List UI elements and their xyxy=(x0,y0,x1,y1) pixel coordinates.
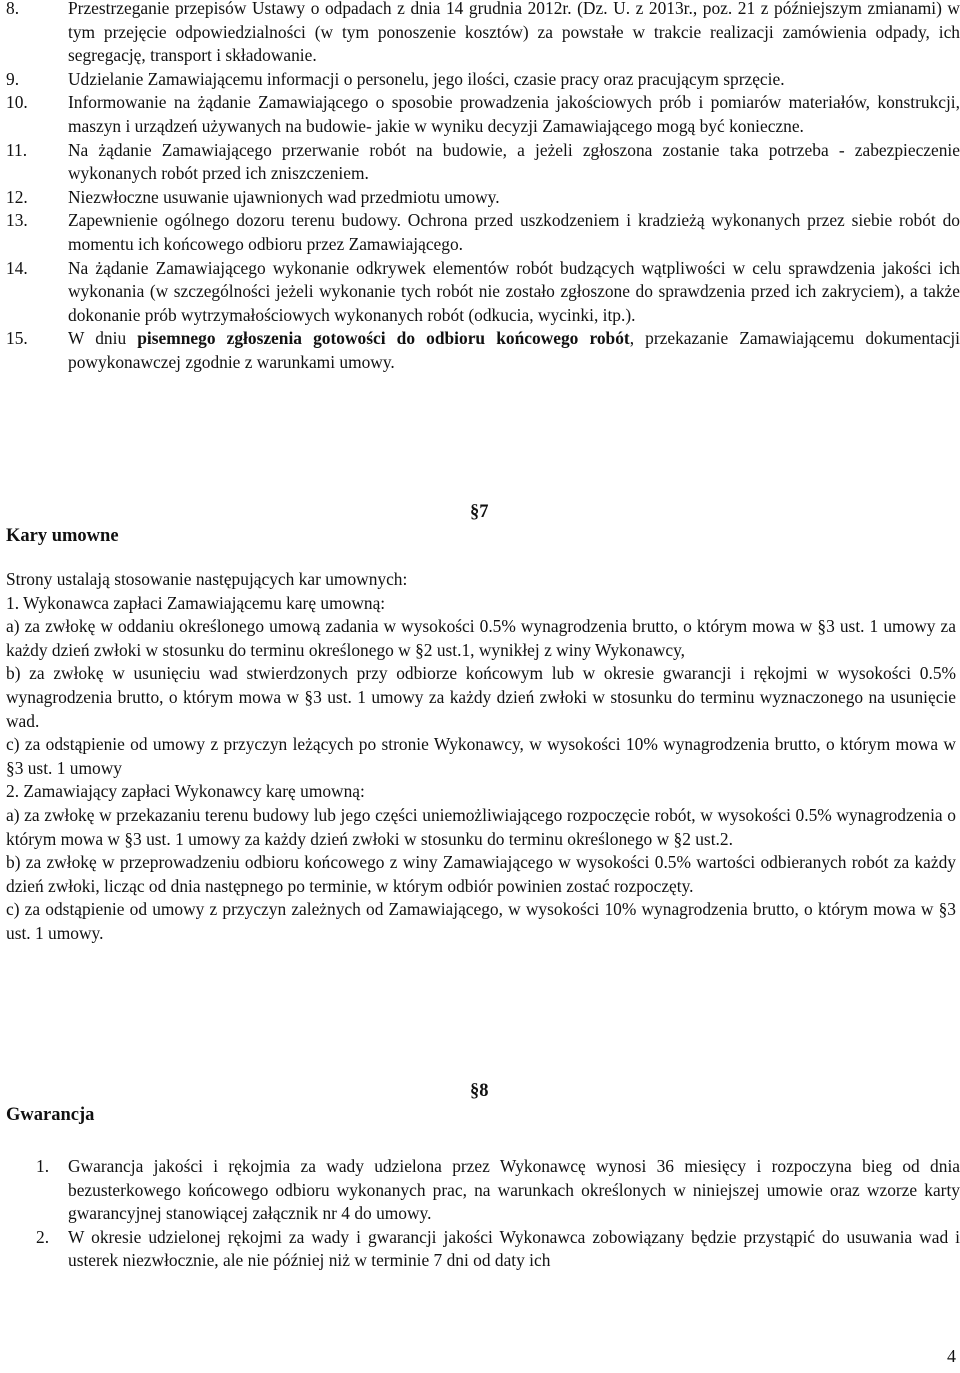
paragraph: 1. Wykonawca zapłaci Zamawiającemu karę umowną: xyxy=(6,592,386,613)
paragraph: c) za odstąpienie od umowy z przyczyn zależnych od Zamawiającego, w wysokości 10% wynagrodzenia brutto, o którym mowa w §3 ust. 1 umowy. xyxy=(6,899,956,943)
paragraph: a) za zwłokę w oddaniu określonego umową zadania w wysokości 0.5% wynagrodzenia brutto, o którym mowa w §3 ust. 1 umowy za każdy dzień zwłoki w stosunku do terminu określonego w §2 ust.1, wynikłej z winy Wykonawcy, xyxy=(6,616,956,660)
list-item-text-pre: W dniu xyxy=(68,328,138,349)
list-item-text: Informowanie na żądanie Zamawiającego o sposobie prowadzenia jakościowych prób i pomiarów materiałów, konstrukcji, maszyn i urządzeń używanych na budowie- jakie w wyniku decyzji Zamawiającego mogą być konieczne. xyxy=(68,92,960,136)
list-item-text: Udzielanie Zamawiającemu informacji o personelu, jego ilości, czasie pracy oraz pracującym sprzęcie. xyxy=(68,68,785,89)
paragraph: a) za zwłokę w przekazaniu terenu budowy lub jego części uniemożliwiającego rozpoczęcie robót, w wysokości 0.5% wynagrodzenia o którym mowa w §3 ust. 1 umowy za każdy dzień zwłoki w stosunku do terminu określonego w §2 ust.2. xyxy=(6,804,956,849)
list-item xyxy=(0,0,960,68)
obligations-list xyxy=(0,0,960,375)
section-7-body xyxy=(6,568,956,946)
paragraph: c) za odstąpienie od umowy z przyczyn leżących po stronie Wykonawcy, w wysokości 10% wynagrodzenia brutto, o którym mowa w §3 ust. 1 umowy xyxy=(6,734,956,778)
list-item-number: 10. xyxy=(6,92,28,113)
paragraph: Strony ustalają stosowanie następujących kar umownych: xyxy=(6,569,408,589)
list-item-number: 13. xyxy=(6,210,28,231)
list-item-number: 11. xyxy=(6,139,28,160)
list-item xyxy=(0,1226,960,1273)
paragraph: b) za zwłokę w przeprowadzeniu odbioru końcowego z winy Zamawiającego w wysokości 0.5% wartości odbieranych robót za każdy dzień zwłoki, licząc od dnia następnego po terminie, w którym odbiór powinien zostać rozpoczęty. xyxy=(6,852,956,896)
list-item xyxy=(0,257,960,328)
list-item xyxy=(0,186,960,210)
list-item-text: Niezwłoczne usuwanie ujawnionych wad przedmiotu umowy. xyxy=(68,186,500,207)
list-item-text: Przestrzeganie przepisów Ustawy o odpadach z dnia 14 grudnia 2012r. (Dz. U. z 2013r., poz. 21 z późniejszym zmianami) w tym przejęcie odpowiedzialności (w tym ponoszenie kosztów) za powstałe w trakcie realizacji zamówienia odpady, ich segregację, transport i składowanie. xyxy=(68,0,960,66)
list-item-text: Na żądanie Zamawiającego przerwanie robót na budowie, a jeżeli zgłoszona zostanie taka potrzeba - zabezpieczenie wykonanych robót przed ich zniszczeniem. xyxy=(68,139,960,184)
paragraph: 2. Zamawiający zapłaci Wykonawcy karę umowną: xyxy=(6,781,365,802)
list-item-number: 15. xyxy=(6,328,28,349)
list-item-text: W okresie udzielonej rękojmi za wady i gwarancji jakości Wykonawca zobowiązany będzie przystąpić do usuwania wad i usterek niezwłocznie, ale nie później niż w terminie 7 dni od daty ich xyxy=(68,1226,960,1271)
list-item xyxy=(0,1155,960,1226)
section-8-heading: Gwarancja xyxy=(6,1105,95,1125)
section-7-heading: Kary umowne xyxy=(6,526,119,546)
list-item xyxy=(0,91,960,138)
list-item-number: 12. xyxy=(6,186,28,207)
list-item xyxy=(0,327,960,374)
section-8-symbol: §8 xyxy=(470,1081,489,1101)
list-item-text: Zapewnienie ogólnego dozoru terenu budowy. Ochrona przed uszkodzeniem i kradzieżą wykonanych przez siebie robót do momentu ich końcowego odbioru przez Zamawiającego. xyxy=(68,210,960,254)
list-item-text: Na żądanie Zamawiającego wykonanie odkrywek elementów robót budzących wątpliwości w celu sprawdzenia jakości ich wykonania (w szczególności jeżeli wykonanie tych robót nie zostało zgłoszone do sprawdzenia przed ich zakryciem), a także dokonanie prób wytrzymałościowych wykonanych robót (odkucia, wycinki, itp.). xyxy=(68,257,960,325)
list-item xyxy=(0,68,960,92)
list-item-number: 8. xyxy=(6,0,20,18)
list-item-number: 2. xyxy=(36,1226,50,1247)
warranty-list xyxy=(0,1155,960,1273)
list-item-text-bold: pisemnego zgłoszenia gotowości do odbioru końcowego robót xyxy=(137,328,630,349)
list-item-number: 1. xyxy=(36,1156,50,1176)
list-item-number: 9. xyxy=(6,68,20,89)
list-item-text-post: , przekazanie Zamawiającemu dokumentacji powykonawczej zgodnie z warunkami umowy. xyxy=(68,328,960,372)
list-item-text: Gwarancja jakości i rękojmia za wady udzielona przez Wykonawcę wynosi 36 miesięcy i rozpoczyna bieg od dnia bezusterkowego końcowego odbioru wykonanych prac, na warunkach określonych w niniejszej umowie oraz wzorze karty gwarancyjnej stanowiącej załącznik nr 4 do umowy. xyxy=(68,1156,960,1224)
paragraph: b) za zwłokę w usunięciu wad stwierdzonych przy odbiorze końcowym lub w okresie gwarancji i rękojmi w wysokości 0.5% wynagrodzenia brutto, o którym mowa w §3 ust. 1 umowy za każdy dzień zwłoki w stosunku do terminu wyznaczonego na usunięcie wad. xyxy=(6,663,956,731)
list-item xyxy=(0,209,960,256)
list-item-number: 14. xyxy=(6,257,28,278)
list-item xyxy=(0,139,960,186)
section-7-symbol: §7 xyxy=(470,502,489,522)
page-number: 4 xyxy=(947,1346,956,1366)
